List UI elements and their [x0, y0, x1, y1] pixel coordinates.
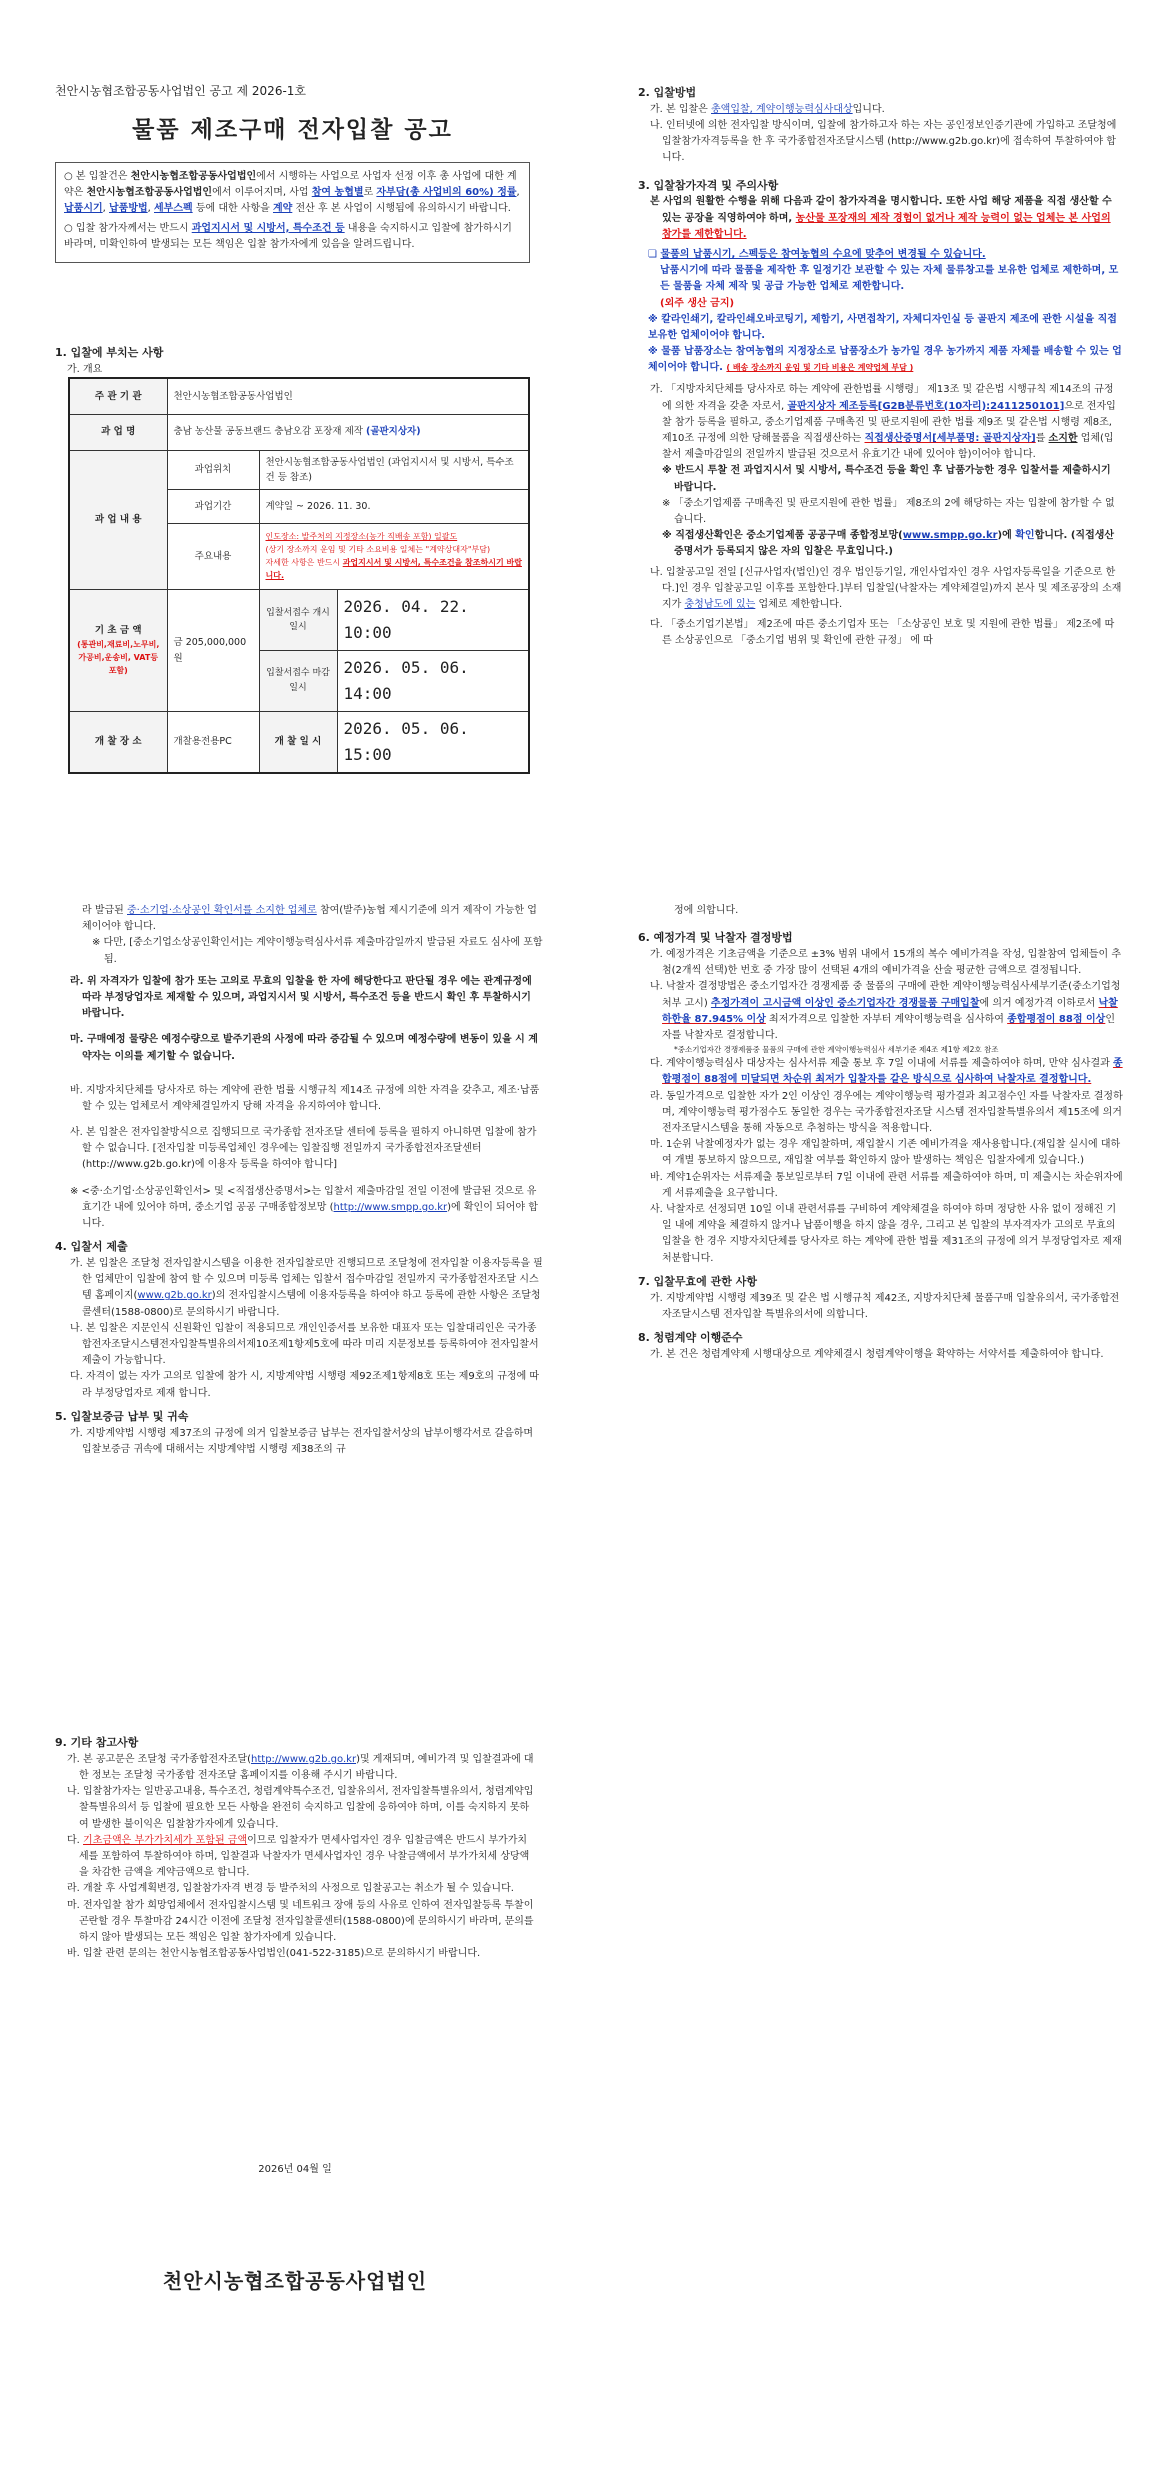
- section-3-na: 나. 입찰공고일 전일 [신규사업자(법인)인 경우 법인등기일, 개인사업자인 경우 사업자등록일을 기준으로 한다.]인 경우 입찰공고일 이후를 포함한다.]부터 입찰일(낙찰자는 계약체결일)까지 본사 및 제조공장의 소재지가 충청남도에 있는 업체로 제한합니다.: [650, 566, 1122, 610]
- section-3-da-cont: 라 발급된 중·소기업·소상공인 확인서를 소지한 업체로 참여(발주)농협 제시기준에 의거 제작이 가능한 업체이어야 합니다.: [82, 905, 537, 933]
- overview-table: [68, 377, 530, 774]
- section-6-title: 6. 예정가격 및 낙찰자 결정방법: [638, 931, 793, 945]
- section-3-sa-star: ※ <중·소기업·소상공인확인서> 및 <직접생산증명서>는 입찰서 제출마감일 전일 이전에 발급된 것으로 유효기간 내에 있어야 하며, 중소기업 공공 구매종합정보망 (http://www.smpp.go.kr)에 확인이 되어야 합니다.: [70, 1185, 538, 1229]
- page2-right: [638, 903, 1123, 1363]
- section-3-sa: 사. 본 입찰은 전자입찰방식으로 집행되므로 국가종합 전자조달 센터에 등록을 필하지 아니하면 입찰에 참가할 수 없습니다. [전자입찰 미등록업체인 경우에는 입찰집행 전일까지 국가종합전자조달센터(http://www.g2b.go.kr)에 이용자 등록을 하여야 합니다]: [70, 1127, 537, 1171]
- section-1-sub: 가. 개요: [67, 363, 103, 375]
- label-period: 과업기간: [167, 490, 259, 524]
- section-5-title: 5. 입찰보증금 납부 및 귀속: [55, 1409, 189, 1423]
- page2-left: [55, 903, 543, 1458]
- value-main: 인도장소: 발주처의 지정장소(농가 직배송 포함) 일괄도 (상기 장소까지 운임 및 기타 소요비용 일체는 "계약상대자"부담) 자세한 사항은 반드시 과업지시서 및 시방서, 특수조건을 참조하시기 바랍니다.: [259, 524, 529, 590]
- value-start: 2026. 04. 22. 10:00: [337, 590, 529, 651]
- section-2-title: 2. 입찰방법: [638, 86, 697, 99]
- section-9-da: 다. 기초금액은 부가가치세가 포함된 금액이므로 입찰자가 면세사업자인 경우 입찰금액은 반드시 부가가치세를 포함하여 투찰하여야 하며, 입찰결과 낙찰자가 면세사업자인 경우 낙찰금액에서 부가가치세 상당액을 차감한 금액을 계약금액으로 합니다.: [67, 1834, 530, 1879]
- value-task-name: 충남 농산물 공동브랜드 충남오감 포장재 제작 (골판지상자): [167, 414, 529, 450]
- section-6-sa: 사. 낙찰자로 선정되면 10일 이내 관련서류를 구비하여 계약체결을 하여야 하며 정당한 사유 없이 정해진 기일 내에 계약을 체결하지 않거나 납품이행을 하지 않을 경우, 그리고 본 입찰의 부자격자가 고의로 무효의 입찰을 한 경우 지방자치단체를 당사자로 하는 계약에 관한 법률 제31조의 규정에 의거 부정당업자로 제재 처분합니다.: [650, 1203, 1122, 1264]
- section-6-ma: 마. 1순위 낙찰예정자가 없는 경우 재입찰하며, 재입찰시 기존 예비가격을 재사용합니다.(재입찰 실시에 대하여 개별 통보하지 않으므로, 재입찰 여부를 확인하지 않아 발생하는 책임은 입찰자에게 있습니다.): [650, 1139, 1121, 1167]
- intro-bullet-1: ○ 본 입찰건은 천안시농협조합공동사업법인에서 시행하는 사업으로 사업자 선정 이후 총 사업에 대한 계약은 천안시농협조합공동사업법인에서 이루어지며, 사업 참여 농협별로 자부담(총 사업비의 60%) 정률, 납품시기, 납품방법, 세부스펙 등에 대한 사항을 계약 전산 후 본 사업이 시행됨에 유의하시기 바랍니다.: [64, 171, 520, 215]
- page-title: 물품 제조구매 전자입찰 공고: [132, 117, 453, 143]
- value-open-time: 2026. 05. 06. 15:00: [337, 711, 529, 772]
- section-3-ba: 바. 지방자치단체를 당사자로 하는 계약에 관한 법률 시행규칙 제14조 규정에 의한 자격을 갖추고, 제조·납품할 수 있는 업체로서 계약체결일까지 당해 자격을 유지하여야 합니다.: [70, 1084, 540, 1112]
- label-location: 과업위치: [167, 450, 259, 490]
- section-1-title: 1. 입찰에 부치는 사항: [55, 346, 164, 359]
- notice-number: 천안시농협조합공동사업법인 공고 제 2026-1호: [55, 84, 307, 98]
- footer-date: 2026년 04월 일: [258, 2164, 332, 2175]
- section-7-title: 7. 입찰무효에 관한 사항: [638, 1274, 757, 1288]
- value-period: 계약일 ~ 2026. 11. 30.: [259, 490, 529, 524]
- section-6-ra: 라. 동일가격으로 입찰한 자가 2인 이상인 경우에는 계약이행능력 평가결과 최고점수인 자를 낙찰자로 결정하며, 계약이행능력 평가점수도 동일한 경우는 국가종합전자조달 시스템 전자입찰특별유의서 제15조에 의거 전자조달시스템을 통해 자동으로 추첨하는 방식을 적용합니다.: [650, 1090, 1123, 1135]
- value-base-price: 금 205,000,000원: [167, 590, 259, 712]
- section-9-title: 9. 기타 참고사항: [55, 1736, 139, 1749]
- section-2-na: 나. 인터넷에 의한 전자입찰 방식이며, 입찰에 참가하고자 하는 자는 공인정보인증기관에 가입하고 조달청에 입찰참가자격등록을 한 후 국가종합전자조달시스템 (http://www.g2b.go.kr)에 접속하여 투찰하여야 합니다.: [650, 120, 1117, 164]
- section-4-da: 다. 자격이 없는 자가 고의로 입찰에 참가 시, 지방계약법 시행령 제92조제1항제8호 또는 제9호의 규정에 따라 부정당업자로 제재 합니다.: [70, 1371, 540, 1399]
- section-9-ga: 가. 본 공고문은 조달청 국가종합전자조달(http://www.g2b.go.kr)및 게재되며, 예비가격 및 입찰결과에 대한 정보는 조달청 국가종합 전자조달 홈페이지를 이용해 주시기 바랍니다.: [67, 1753, 534, 1781]
- section-2-ga: 가. 본 입찰은 총액입찰, 계약이행능력심사대상입니다.: [650, 103, 885, 115]
- section-6-da: 다. 계약이행능력심사 대상자는 심사서류 제출 통보 후 7일 이내에 서류를 제출하여야 하며, 만약 심사결과 종합평점이 88점에 미달되면 차순위 최저가 입찰자를 같은 방식으로 심사하여 낙찰자로 결정합니다.: [650, 1058, 1123, 1086]
- section-3-ga-star2: ※ 「중소기업제품 구매촉진 및 판로지원에 관한 법률」 제8조의 2에 해당하는 자는 입찰에 참가할 수 없습니다.: [662, 497, 1115, 525]
- section-9-na: 나. 입찰참가자는 일반공고내용, 특수조건, 청렴계약특수조건, 입찰유의서, 전자입찰특별유의서, 청렴계약입찰특별유의서 등 입찰에 필요한 모든 사항을 완전히 숙지하고 입찰에 응하여야 하며, 이를 숙지하지 못하여 발생한 불이익은 입찰참가자에게 있습니다.: [67, 1786, 534, 1830]
- section-1: [55, 338, 535, 378]
- label-open-time: 개 찰 일 시: [259, 711, 337, 772]
- label-base-price: 기 초 금 액 (통관비,재료비,노무비,가공비,운송비, VAT등 포함): [69, 590, 167, 712]
- value-open-place: 개찰용전용PC: [167, 711, 259, 772]
- intro-bullet-2: ○ 입찰 참가자께서는 반드시 과업지시서 및 시방서, 특수조건 등 내용을 숙지하시고 입찰에 참가하시기 바라며, 미확인하여 발생되는 모든 책임은 입찰 참가자에게 있음을 알려드립니다.: [64, 222, 512, 250]
- value-location: 천안시농협조합공동사업법인 (과업지시서 및 시방서, 특수조건 등 참조): [259, 450, 529, 490]
- section-4-title: 4. 입찰서 제출: [55, 1240, 128, 1254]
- label-org: 주 관 기 관: [69, 378, 167, 414]
- label-open-place: 개 찰 장 소: [69, 711, 167, 772]
- section-3-star1: ※ 칼라인쇄기, 칼라인쇄오바코팅기, 제함기, 사면접착기, 자체디자인실 등 골판지 제조에 관한 시설을 직접 보유한 업체이어야 합니다.: [648, 313, 1117, 341]
- section-9-ra: 라. 개찰 후 사업계획변경, 입찰참가자격 변경 등 발주처의 사정으로 입찰공고는 취소가 될 수 있습니다.: [67, 1883, 514, 1895]
- section-9: [55, 1728, 535, 1962]
- label-end: 입찰서접수 마감일시: [259, 651, 337, 712]
- section-5-ga: 가. 지방계약법 시행령 제37조의 규정에 의거 입찰보증금 납부는 전자입찰서상의 납부이행각서로 갈음하며 입찰보증금 귀속에 대해서는 지방계약법 시행령 제38조의 규: [70, 1427, 534, 1455]
- section-9-ba: 바. 입찰 관련 문의는 천안시농협조합공동사업법인(041-522-3185)으로 문의하시기 바랍니다.: [67, 1948, 481, 1960]
- section-3-title: 3. 입찰참가자격 및 주의사항: [638, 178, 779, 192]
- section-3-ga-star1: ※ 반드시 투찰 전 과업지시서 및 시방서, 특수조건 등을 확인 후 납품가능한 경우 입찰서를 제출하시기 바랍니다.: [662, 465, 1111, 493]
- section-3-ga-star3: ※ 직접생산확인은 중소기업제품 공공구매 종합정보망(www.smpp.go.kr)에 확인합니다. (직접생산증명서가 등록되지 않은 자의 입찰은 무효입니다.): [662, 530, 1115, 558]
- section-3-star2: ※ 물품 납품장소는 참여농협의 지정장소로 납품장소가 농가일 경우 농가까지 제품 자체를 배송할 수 있는 업체이어야 합니다. ( 배송 장소까지 운임 및 기타 비용은 계약업체 부담 ): [648, 346, 1122, 374]
- section-6-ba: 바. 계약1순위자는 서류제출 통보일로부터 7일 이내에 관련 서류를 제출하여야 하며, 미 제출시는 차순위자에게 서류제출을 요구합니다.: [650, 1171, 1123, 1199]
- section-3-da-star: ※ 다만, [중소기업소상공인확인서]는 계약이행능력심사서류 제출마감일까지 발급된 자료도 심사에 포함됨.: [92, 937, 543, 965]
- label-start: 입찰서접수 개시일시: [259, 590, 337, 651]
- section-8-ga: 가. 본 건은 청렴계약제 시행대상으로 계약체결시 청렴계약이행을 확약하는 서약서를 제출하여야 합니다.: [650, 1348, 1104, 1360]
- section-3-ga: 가. 「지방자치단체를 당사자로 하는 계약에 관한법률 시행령」 제13조 및 같은법 시행규칙 제14조의 규정에 의한 자격을 갖춘 자로서, 골판지상자 제조등록[G2B분류번호(10자리):2411250101]으로 전자입찰 참가 등록을 필하고, 중소기업제품 구매촉진 및 판로지원에 관한 법률 제9조 및 같은법 시행령 제8조, 제10조 규정에 의한 당해물품을 직접생산하는 직접생산증명서[세부품명: 골판지상자]를 소지한 업체(입찰서 제출마감일의 전일까지 발급된 것으로서 유효기간 내에 있어야 함)이어야 합니다.: [650, 384, 1116, 461]
- label-task-name: 과 업 명: [69, 414, 167, 450]
- section-6-na: 나. 낙찰자 결정방법은 중소기업자간 경쟁제품 중 물품의 구매에 관한 계약이행능력심사세부기준(중소기업청처부 고시) 추정가격이 고시금액 이상인 중소기업자간 경쟁물품 구매입찰에 의거 예정가격 이하로서 낙찰하한율 87.945% 이상 최저가격으로 입찰한 자부터 계약이행능력을 심사하여 종합평점이 88점 이상인 자를 낙찰자로 결정합니다.: [650, 981, 1121, 1041]
- value-end: 2026. 05. 06. 14:00: [337, 651, 529, 712]
- section-5-ga-cont: 정에 의합니다.: [674, 905, 739, 916]
- value-org: 천안시농협조합공동사업법인: [167, 378, 529, 414]
- section-3-ma: 마. 구매예정 물량은 예정수량으로 발주기관의 사정에 따라 증감될 수 있으며 예정수량에 변동이 있을 시 계약자는 이의를 제기할 수 없습니다.: [70, 1034, 538, 1062]
- label-main: 주요내용: [167, 524, 259, 590]
- section-4-na: 나. 본 입찰은 지문인식 신원확인 입찰이 적용되므로 개인인증서를 보유한 대표자 또는 입찰대리인은 국가종합전자조달시스템전자입찰특별유의서제10조제1항제5호에 따라 미리 지문정보를 등록하여야 전자입찰서 제출이 가능합니다.: [70, 1322, 539, 1367]
- section-4-ga: 가. 본 입찰은 조달청 전자입찰시스템을 이용한 전자입찰로만 진행되므로 조달청에 전자입찰 이용자등록을 필한 업체만이 입찰에 참여 할 수 있으며 미등록 업체는 입찰서 접수마감일 전일까지 국가종합전자조달 시스템 홈페이지(www.g2b.go.kr)의 전자입찰시스템에 이용자등록을 하여야 하고 등록에 관한 사항은 조달청 콜센터(1588-0800)로 문의하시기 바랍니다.: [70, 1258, 543, 1318]
- section-3-da: 다. 「중소기업기본법」 제2조에 따른 중소기업자 또는 「소상공인 보호 및 지원에 관한 법률」 제2조에 따른 소상공인으로 「중소기업 범위 및 확인에 관한 규정」 에 따: [650, 619, 1115, 647]
- section-8-title: 8. 청렴계약 이행준수: [638, 1330, 743, 1344]
- section-3-ra: 라. 위 자격자가 입찰에 참가 또는 고의로 무효의 입찰을 한 자에 해당한다고 판단될 경우 에는 관계규정에 따라 부정당업자로 제재할 수 있으며, 과업지시서 및 시방서, 특수조건 등을 반드시 확인 후 투찰하시기 바랍니다.: [70, 975, 532, 1020]
- label-task-content: 과 업 내 용: [69, 450, 167, 590]
- section-3-box: ❏ 물품의 납품시기, 스펙등은 참여농협의 수요에 맞추어 변경될 수 있습니다. 납품시기에 따라 물품을 제작한 후 일정기간 보관할 수 있는 자체 물류창고를 보유한 업체로 제한하며, 모든 물품을 자체 제작 및 공급 가능한 업체로 제한합니다. (외주 생산 금지) ※ 칼라인쇄기, 칼라인쇄오바코팅기, 제함기, 사면접착기, 자체디자인실 등 골판지 제조에 관한 시설을 직접 보유한 업체이어야 합니다. ※ 물품 납품장소는 참여농협의 지정장소로 납품장소가 농가일 경우 농가까지 제품 자체를 배송할 수 있는 업체이어야 합니다. ( 배송 장소까지 운임 및 기타 비용은 계약업체 부담 ): [648, 247, 1123, 377]
- section-9-ma: 마. 전자입찰 참가 희망업체에서 전자입찰시스템 및 네트워크 장애 등의 사유로 인하여 전자입찰등록 투찰이 곤란할 경우 투찰마감 24시간 이전에 조달청 전자입찰콜센터(1588-0800)에 문의하시기 바라며, 문의를 하지 않아 발생되는 모든 책임은 입찰 참가자에게 있습니다.: [67, 1899, 534, 1943]
- section-7-ga: 가. 지방계약법 시행령 제39조 및 같은 법 시행규칙 제42조, 지방자치단체 물품구매 입찰유의서, 국가종합전자조달시스템 전자입찰 특별유의서에 의합니다.: [650, 1292, 1120, 1320]
- section-3-intro: 본 사업의 원활한 수행을 위해 다음과 같이 참가자격을 명시합니다. 또한 사업 해당 제품을 직접 생산할 수 있는 공장을 직영하여야 하며, 농산물 포장재의 제작 경험이 없거나 제작 능력이 없는 업체는 본 사업의 참가를 제한합니다.: [650, 196, 1112, 240]
- section-6-ga: 가. 예정가격은 기초금액을 기준으로 ±3% 범위 내에서 15개의 복수 예비가격을 작성, 입찰참여 업체들이 추첨(2개씩 선택)한 번호 중 가장 많이 선택된 4개의 예비가격을 산술 평균한 금액으로 결정됩니다.: [650, 949, 1122, 977]
- section-2: [638, 78, 1123, 649]
- section-6-na-note: *중소기업자간 경쟁제품중 물품의 구매에 관한 계약이행능력심사 세부기준 제4조 제1항 제2호 참조: [674, 1045, 999, 1055]
- footer-organization: 천안시농협조합공동사업법인: [162, 2269, 428, 2293]
- intro-notice-box: [55, 162, 530, 263]
- overview-table-wrap: [68, 377, 530, 774]
